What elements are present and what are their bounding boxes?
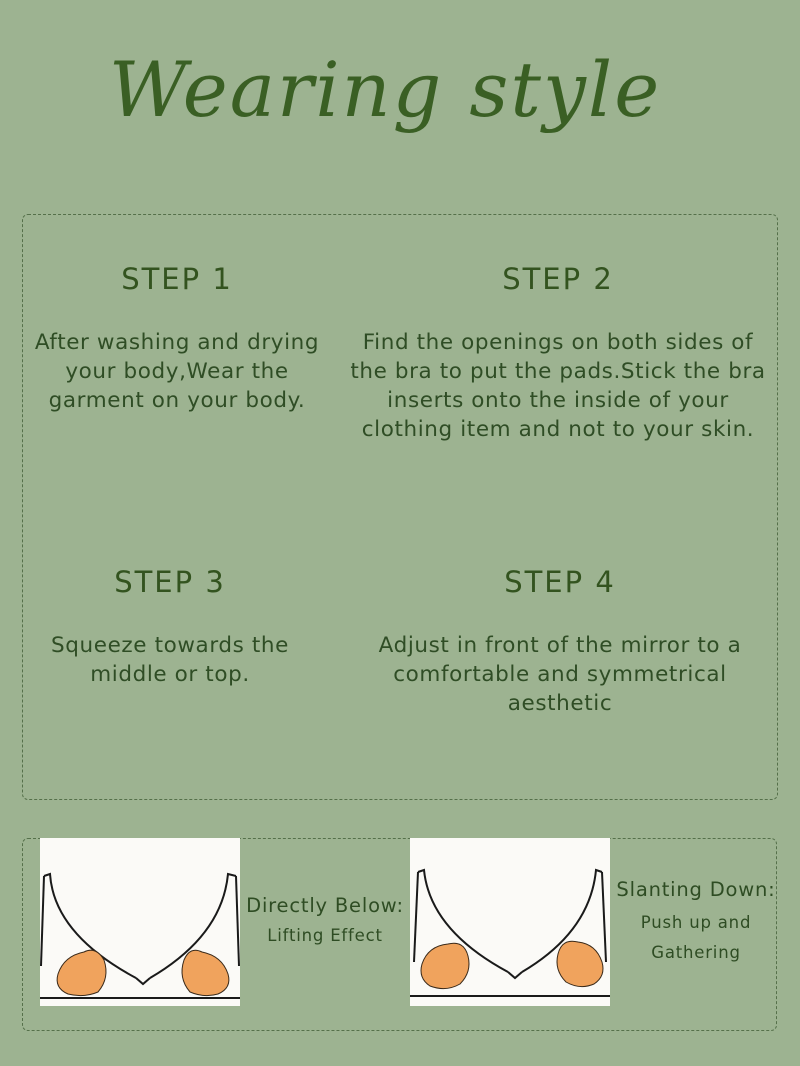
bra-outline-icon — [40, 838, 240, 1006]
placement-illustration-slanting-down — [410, 838, 610, 1006]
bra-outline-icon — [410, 838, 610, 1006]
step-4 — [350, 565, 770, 718]
placement-effect: Lifting Effect — [267, 925, 383, 945]
step-1 — [22, 262, 332, 415]
step-heading: STEP 1 — [121, 262, 233, 296]
step-2 — [340, 262, 776, 444]
placement-illustration-directly-below — [40, 838, 240, 1006]
step-3 — [22, 565, 318, 689]
step-description: Find the openings on both sides of the bra to put the pads.Stick the bra inserts onto the inside of your clothing item and not to your skin. — [350, 330, 766, 442]
step-heading: STEP 4 — [504, 565, 616, 599]
breast-pad-icon — [182, 950, 229, 995]
step-heading: STEP 3 — [114, 565, 226, 599]
step-heading: STEP 2 — [502, 262, 614, 296]
placement-effect: Push up and Gathering — [640, 912, 752, 962]
step-description: After washing and drying your body,Wear the garment on your body. — [34, 330, 320, 413]
page-title: Wearing style — [108, 45, 662, 134]
step-description: Adjust in front of the mirror to a comfortable and symmetrical aesthetic — [378, 633, 742, 716]
step-description: Squeeze towards the middle or top. — [51, 633, 289, 687]
placement-label-directly-below — [240, 896, 410, 944]
placement-title: Slanting Down: — [616, 878, 776, 901]
breast-pad-icon — [57, 950, 106, 995]
breast-pad-icon — [421, 943, 469, 988]
breast-pad-icon — [557, 941, 603, 986]
placement-label-slanting-down — [610, 880, 782, 968]
placement-title: Directly Below: — [246, 894, 404, 917]
